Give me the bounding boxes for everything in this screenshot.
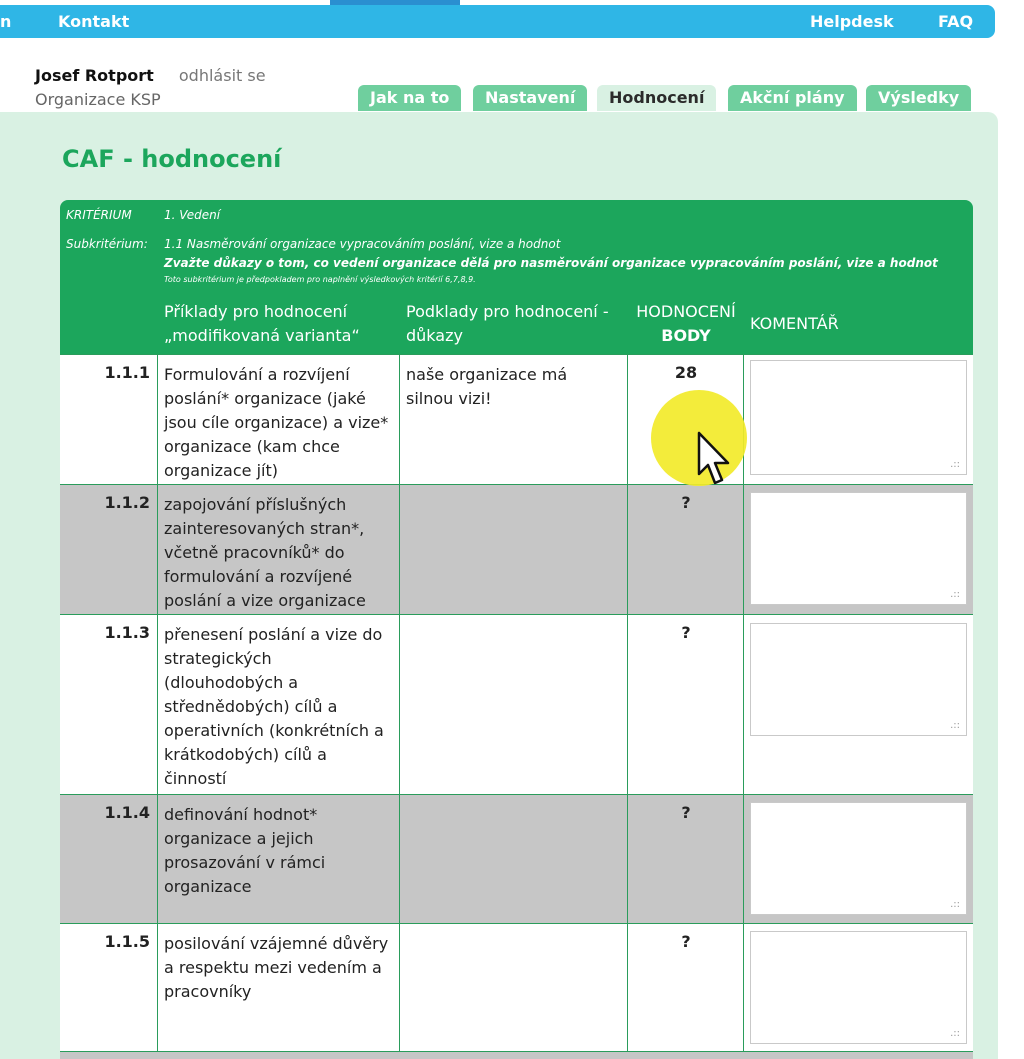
table-row (60, 614, 973, 794)
nav-link-contact[interactable]: Kontakt (58, 12, 130, 31)
column-header-evidence (406, 300, 609, 348)
row-description (164, 932, 399, 1004)
comment-textarea[interactable] (750, 802, 967, 915)
cell-divider (157, 485, 158, 614)
row-description-line: posilování vzájemné důvěry (164, 934, 389, 953)
row-description-line: včetně pracovníků* do (164, 543, 345, 562)
row-number: 1.1.3 (104, 623, 150, 642)
cell-divider (157, 795, 158, 923)
comment-textarea[interactable] (750, 360, 967, 475)
score-value[interactable]: 28 (674, 363, 698, 382)
row-description-line: poslání a vize organizace (164, 591, 366, 610)
cell-divider (743, 924, 744, 1059)
row-description-line: organizace (164, 877, 252, 896)
criterion-label: KRITÉRIUM (66, 208, 132, 222)
resize-grip-icon[interactable]: .:: (950, 899, 960, 910)
criterion-value: 1. Vedení (164, 208, 221, 222)
subcriterion-value: 1.1 Nasměrování organizace vypracováním poslání, vize a hodnot (164, 237, 561, 251)
row-number: 1.1.1 (104, 363, 150, 382)
nav-link-faq[interactable]: FAQ (938, 12, 974, 31)
tab-jak-na-to[interactable]: Jak na to (358, 85, 461, 111)
row-evidence[interactable] (406, 363, 621, 411)
score-value[interactable]: ? (681, 932, 691, 951)
row-description-line: strategických (164, 649, 272, 668)
column-header-examples-line2: „modifikovaná varianta“ (164, 326, 360, 345)
cell-divider (157, 355, 158, 484)
score-value[interactable]: ? (681, 493, 691, 512)
row-description-line: formulování a rozvíjené (164, 567, 353, 586)
row-number: 1.1.5 (104, 932, 150, 951)
cell-divider (157, 615, 158, 794)
user-info (35, 66, 266, 85)
resize-grip-icon[interactable]: .:: (950, 720, 960, 731)
row-description-line: Formulování a rozvíjení (164, 365, 350, 384)
comment-textarea[interactable] (750, 492, 967, 605)
row-description-line: poslání* organizace (jaké (164, 389, 366, 408)
table-row (60, 484, 973, 614)
organization-name: Organizace KSP (35, 90, 161, 109)
table-row (60, 794, 973, 923)
tab-hodnoceni[interactable]: Hodnocení (597, 85, 716, 111)
row-description-line: prosazování v rámci (164, 853, 326, 872)
subcriterion-label: Subkritérium: (66, 237, 148, 251)
cell-divider (627, 355, 628, 484)
cell-divider (743, 795, 744, 923)
tab-akcni-plany[interactable]: Akční plány (728, 85, 857, 111)
cell-divider (399, 485, 400, 614)
logout-link[interactable]: odhlásit se (178, 66, 266, 85)
cell-divider (627, 795, 628, 923)
cell-divider (399, 924, 400, 1059)
row-description-line: operativních (konkrétních a (164, 721, 384, 740)
cell-divider (627, 615, 628, 794)
subcriterion-note: Toto subkritérium je předpokladem pro naplnění výsledkových kritérií 6,7,8,9. (164, 275, 476, 284)
row-description-line: pracovníky (164, 982, 252, 1001)
column-header-score-line1: HODNOCENÍ (636, 302, 736, 321)
row-description-line: krátkodobých) cílů a (164, 745, 327, 764)
row-evidence-line: silnou vizi! (406, 389, 492, 408)
comment-textarea[interactable] (750, 931, 967, 1044)
column-header-score (629, 300, 743, 348)
row-number: 1.1.2 (104, 493, 150, 512)
page-title: CAF - hodnocení (62, 145, 282, 173)
row-description-line: definování hodnot* (164, 805, 318, 824)
cell-divider (743, 485, 744, 614)
resize-grip-icon[interactable]: .:: (950, 459, 960, 470)
score-value[interactable]: ? (681, 803, 691, 822)
top-nav-bar (0, 5, 995, 38)
cell-divider (627, 485, 628, 614)
row-description (164, 363, 399, 483)
cell-divider (399, 615, 400, 794)
row-description-line: organizace a jejich (164, 829, 314, 848)
cell-divider (399, 355, 400, 484)
row-description-line: organizace jít) (164, 461, 278, 480)
resize-grip-icon[interactable]: .:: (950, 1028, 960, 1039)
row-number: 1.1.4 (104, 803, 150, 822)
table-row (60, 354, 973, 484)
column-header-comment: KOMENTÁŘ (750, 314, 839, 333)
row-description (164, 803, 399, 899)
score-value[interactable]: ? (681, 623, 691, 642)
column-header-evidence-line2: důkazy (406, 326, 463, 345)
row-description-line: zainteresovaných stran*, (164, 519, 365, 538)
row-description-line: zapojování příslušných (164, 495, 347, 514)
column-header-score-line2: BODY (661, 326, 711, 345)
row-description (164, 623, 399, 791)
cell-divider (399, 795, 400, 923)
mouse-pointer-icon (696, 430, 734, 488)
row-evidence-line: naše organizace má (406, 365, 568, 384)
row-description-line: (dlouhodobých a (164, 673, 299, 692)
nav-link-helpdesk[interactable]: Helpdesk (810, 12, 894, 31)
cell-divider (157, 924, 158, 1059)
row-description-line: střednědobých) cílů a (164, 697, 338, 716)
nav-link-partial[interactable]: n (0, 12, 12, 31)
row-description-line: přenesení poslání a vize do (164, 625, 383, 644)
subcriterion-instruction: Zvažte důkazy o tom, co vedení organizace dělá pro nasměrování organizace vypracováním poslání, vize a hodnot (164, 256, 938, 270)
column-header-examples (164, 300, 360, 348)
cell-divider (627, 924, 628, 1059)
comment-textarea[interactable] (750, 623, 967, 736)
row-description (164, 493, 399, 613)
resize-grip-icon[interactable]: .:: (950, 589, 960, 600)
row-description-line: jsou cíle organizace) a vize* (164, 413, 389, 432)
column-header-examples-line1: Příklady pro hodnocení (164, 302, 348, 321)
cell-divider (743, 615, 744, 794)
row-description-line: a respektu mezi vedením a (164, 958, 382, 977)
table-header (60, 200, 973, 354)
row-description-line: organizace (kam chce (164, 437, 340, 456)
table-row (60, 923, 973, 1059)
row-description-line: činností (164, 769, 227, 788)
column-header-evidence-line1: Podklady pro hodnocení - (406, 302, 609, 321)
nav-active-indicator (330, 0, 460, 5)
tab-nastaveni[interactable]: Nastavení (473, 85, 587, 111)
tab-vysledky[interactable]: Výsledky (866, 85, 971, 111)
table-row-partial (60, 1051, 973, 1059)
user-name: Josef Rotport (35, 66, 154, 85)
